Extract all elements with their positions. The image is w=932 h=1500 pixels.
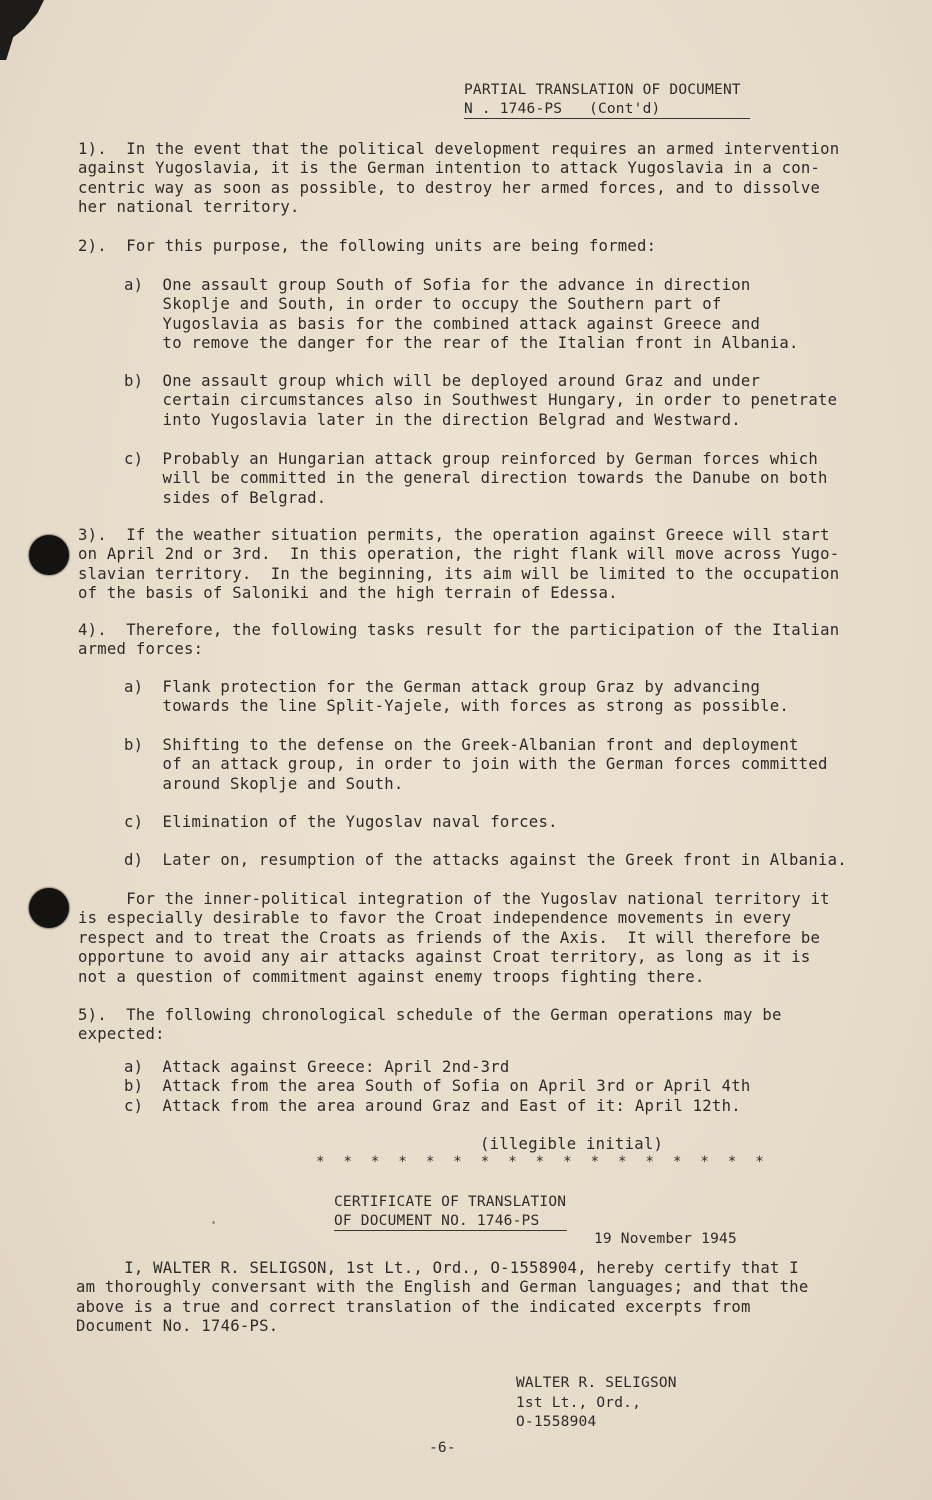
illegible-initial: (illegible initial) xyxy=(480,1135,664,1153)
paragraph-4e: For the inner-political integration of the Yugoslav national territory it is especially desirable to favor the Croat independence movements in every respect and to treat the Croats as friends of the Axis. It will therefore be opportune to avoid any air attacks against Croat territory, as long as it is not a question of commitment against enemy troops fighting there. xyxy=(78,890,830,986)
certificate-date: 19 November 1945 xyxy=(594,1231,737,1247)
schedule-item-c: c) Attack from the area around Graz and East of it: April 12th. xyxy=(124,1097,741,1115)
paragraph-2a: a) One assault group South of Sofia for the advance in direction Skoplje and South, in order to occupy the Southern part of Yugoslavia as basis for the combined attack against Greece and to remove the danger for the rear of the Italian front in Albania. xyxy=(124,276,799,353)
page-number: -6- xyxy=(429,1440,456,1456)
certificate-title-line1: CERTIFICATE OF TRANSLATION xyxy=(334,1194,567,1210)
header-title-line1: PARTIAL TRANSLATION OF DOCUMENT xyxy=(464,82,741,98)
stray-mark xyxy=(212,1221,215,1224)
separator-stars: * * * * * * * * * * * * * * * * * xyxy=(316,1154,770,1170)
certificate-text: I, WALTER R. SELIGSON, 1st Lt., Ord., O-1558904, hereby certify that I am thoroughly conversant with the English and German languages; and that the above is a true and correct translation of the indicated excerpts from Document No. 1746-PS. xyxy=(76,1259,809,1336)
paragraph-4d: d) Later on, resumption of the attacks against the Greek front in Albania. xyxy=(124,851,847,869)
paragraph-4b: b) Shifting to the defense on the Greek-Albanian front and deployment of an attack group, in order to join with the German forces committed around Skoplje and South. xyxy=(124,736,828,793)
paragraph-1: 1). In the event that the political development requires an armed intervention against Yugoslavia, it is the German intention to attack Yugoslavia in a con- centric way as soon as possible, to destroy her armed forces, and to dissolve her national territory. xyxy=(78,140,840,217)
paragraph-5: 5). The following chronological schedule of the German operations may be expected: xyxy=(78,1006,782,1044)
punch-hole-top xyxy=(29,535,69,575)
punch-hole-bottom xyxy=(29,888,69,928)
paragraph-4a: a) Flank protection for the German attack group Graz by advancing towards the line Split-Yajele, with forces as strong as possible. xyxy=(124,678,790,716)
paragraph-2: 2). For this purpose, the following units are being formed: xyxy=(78,237,657,255)
signature-rank: 1st Lt., Ord., xyxy=(516,1395,642,1411)
paragraph-2b: b) One assault group which will be deployed around Graz and under certain circumstances also in Southwest Hungary, in order to penetrate into Yugoslavia later in the direction Belgrad and Westward. xyxy=(124,372,838,429)
header-title-line2: N . 1746-PS (Cont'd) xyxy=(464,101,750,119)
signature-serial: O-1558904 xyxy=(516,1414,597,1430)
paragraph-3: 3). If the weather situation permits, the operation against Greece will start on April 2nd or 3rd. In this operation, the right flank will move across Yugo- slavian territory. In the beginning, its aim will be limited to the occupation of the basis of Saloniki and the high terrain of Edessa. xyxy=(78,526,840,603)
certificate-title-line2: OF DOCUMENT NO. 1746-PS xyxy=(334,1213,567,1231)
paragraph-4c: c) Elimination of the Yugoslav naval forces. xyxy=(124,813,558,831)
paragraph-4: 4). Therefore, the following tasks result for the participation of the Italian armed forces: xyxy=(78,621,840,659)
paragraph-2c: c) Probably an Hungarian attack group reinforced by German forces which will be committed in the general direction towards the Danube on both sides of Belgrad. xyxy=(124,450,828,507)
corner-tear-mark xyxy=(0,0,44,60)
schedule-item-a: a) Attack against Greece: April 2nd-3rd xyxy=(124,1058,510,1076)
signature-name: WALTER R. SELIGSON xyxy=(516,1375,677,1391)
schedule-item-b: b) Attack from the area South of Sofia on April 3rd or April 4th xyxy=(124,1077,751,1095)
